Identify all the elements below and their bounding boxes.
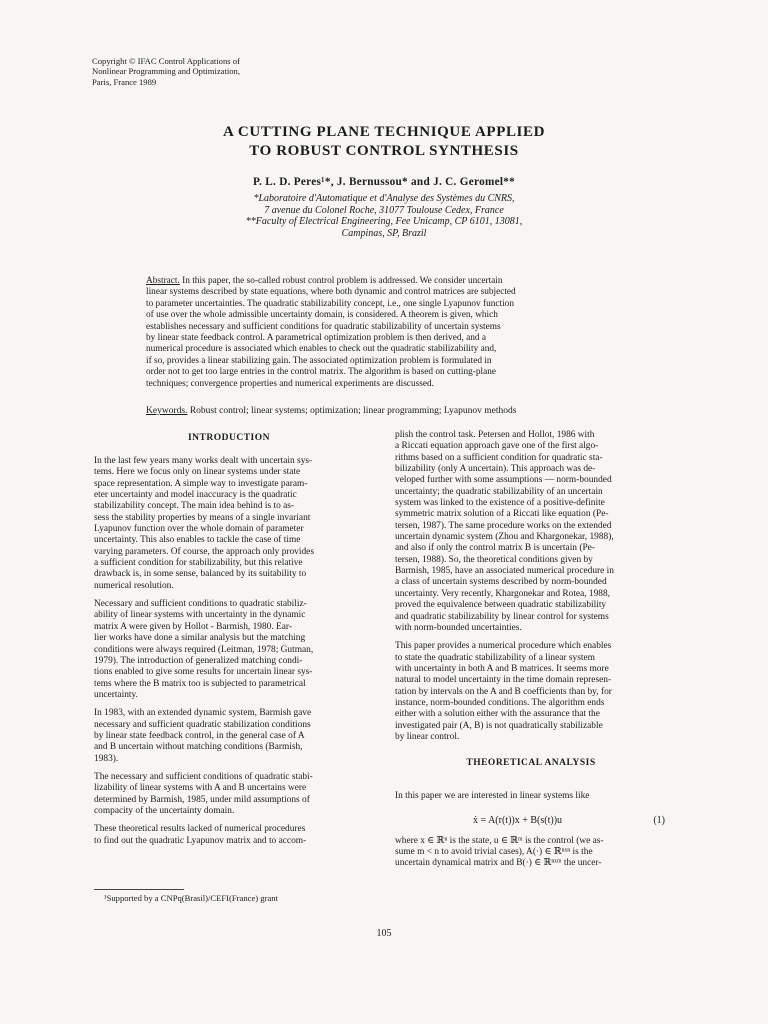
footnote: ¹Supported by a CNPq(Brasil)/CEFI(France) grant xyxy=(104,893,278,903)
text-line: The necessary and sufficient conditions of quadratic stabi- xyxy=(94,771,313,782)
text-line: tems. Here we focus only on linear systems under state xyxy=(94,467,301,478)
paragraph xyxy=(94,599,364,701)
text-line: uncertainty. Very recently, Khargonekar and Rotea, 1988, xyxy=(395,588,611,599)
abstract xyxy=(146,276,630,390)
text-line: necessary and sufficient quadratic stabilization conditions xyxy=(94,719,311,730)
text-line: uncertainty. This also enables to tackle the case of time xyxy=(94,535,301,546)
text-line: rithms based on a sufficient condition for quadratic sta- xyxy=(395,452,603,463)
text-line: a Riccati equation approach gave one of the first algo- xyxy=(395,441,599,452)
abstract-line: by linear state feedback control. A parametrical optimization problem is then derived, and a xyxy=(146,333,486,344)
affiliations xyxy=(0,193,768,239)
text-line: ability of linear systems with uncertainty in the dynamic xyxy=(94,610,306,621)
text-line: uncertainty. xyxy=(94,689,138,700)
keywords-label: Keywords. xyxy=(146,406,188,416)
paragraph xyxy=(395,430,667,634)
text-line: lier works have done a similar analysis but the matching xyxy=(94,633,306,644)
text-line: In 1983, with an extended dynamic system, Barmish gave xyxy=(94,708,312,719)
text-line: drawback is, in some sense, balanced by its suitability to xyxy=(94,569,307,580)
right-column-paragraphs xyxy=(395,430,667,743)
text-line: system was linked to the existence of a positive-definite xyxy=(395,498,605,509)
abstract-line: order not to get too large entries in the control matrix. The algorithm is based on cutting-plane xyxy=(146,367,497,378)
equation-body: ẋ = A(r(t))x + B(s(t))u xyxy=(473,814,563,826)
equation-1 xyxy=(395,810,667,832)
text-line: uncertain dynamical matrix and B(·) ∈ ℝⁿˣᵐ the uncer- xyxy=(395,858,602,869)
page-number: 105 xyxy=(376,928,392,939)
text-line: tions enabled to give some results for uncertain linear sys- xyxy=(94,667,313,678)
affiliation-line: *Laboratoire d'Automatique et d'Analyse des Systèmes du CNRS, xyxy=(253,193,515,204)
left-column-paragraphs xyxy=(94,456,364,847)
equation-number: (1) xyxy=(653,814,665,826)
authors: P. L. D. Peres¹*, J. Bernussou* and J. C. Geromel** xyxy=(252,176,516,188)
text-line: These theoretical results lacked of numerical procedures xyxy=(94,824,306,835)
right-column-paragraphs-after xyxy=(395,836,667,870)
text-line: 1983). xyxy=(94,753,119,764)
paragraph xyxy=(94,456,364,592)
text-line: and B uncertain without matching conditions (Barmish, xyxy=(94,742,303,753)
text-line: veloped further with some assumptions — norm-bounded xyxy=(395,475,612,486)
right-column xyxy=(395,430,667,877)
abstract-line: linear systems described by state equations, where both dynamic and control matrices are subjected xyxy=(146,287,516,298)
text-line: tation by intervals on the A and B coefficients than by, for xyxy=(395,686,612,697)
affiliation-line: Campinas, SP, Brazil xyxy=(341,227,427,239)
copyright-line: Nonlinear Programming and Optimization, xyxy=(92,66,240,77)
text-line: conditions were always required (Leitman, 1978; Gutman, xyxy=(94,644,314,655)
abstract-line: techniques; convergence properties and numerical experiments are discussed. xyxy=(146,378,434,389)
abstract-line-0 xyxy=(146,276,630,287)
text-line: tersen, 1987). The same procedure works on the extended xyxy=(395,520,612,531)
keywords-text: Robust control; linear systems; optimization; linear programming; Lyapunov methods xyxy=(187,406,517,416)
left-column xyxy=(94,430,364,854)
text-line: Barmish, 1985, have an associated numerical procedure in xyxy=(395,566,614,577)
abstract-label: Abstract. xyxy=(146,276,180,286)
paragraph xyxy=(94,772,364,817)
text-line: tems where the B matrix too is subjected to parametrical xyxy=(94,678,306,689)
copyright-notice xyxy=(92,56,352,87)
text-line: compacity of the uncertainty domain. xyxy=(94,805,235,816)
paragraph xyxy=(395,641,667,743)
keywords xyxy=(146,406,646,416)
text-line: to state the quadratic stabilizability of a linear system xyxy=(395,652,595,663)
text-line: In this paper we are interested in linear systems like xyxy=(395,791,590,802)
text-line: 1979). The introduction of generalized matching condi- xyxy=(94,655,303,666)
text-line: by linear control. xyxy=(395,731,460,742)
section-heading-theoretical-analysis: THEORETICAL ANALYSIS xyxy=(466,758,596,769)
text-line: where x ∈ ℝⁿ is the state, u ∈ ℝᵐ is the control (we as- xyxy=(395,835,604,846)
text-line: and also if only the control matrix B is uncertain (Pe- xyxy=(395,543,595,554)
text-line: In the last few years many works dealt with uncertain sys- xyxy=(94,456,313,466)
text-line: Necessary and sufficient conditions to quadratic stabiliz- xyxy=(94,599,307,610)
copyright-line: Copyright © IFAC Control Applications of xyxy=(92,56,240,66)
text-line: lizability of linear systems with A and B uncertains were xyxy=(94,783,307,794)
text-line: to find out the quadratic Lyapunov matrix and to accom- xyxy=(94,835,307,846)
text-line: stabilizability concept. The main idea behind is to as- xyxy=(94,501,295,512)
text-line: sume m < n to avoid trivial cases), A(·) ∈ ℝⁿˣⁿ is the xyxy=(395,846,593,857)
text-line: instance, norm-bounded conditions. The algorithm ends xyxy=(395,697,605,708)
text-line: matrix A were given by Hollot - Barmish, 1980. Ear- xyxy=(94,621,292,632)
text-line: determined by Barmish, 1985, under mild assumptions of xyxy=(94,794,310,805)
text-line: with uncertainty in both A and B matrices. It seems more xyxy=(395,663,609,674)
copyright-line: Paris, France 1989 xyxy=(92,76,157,87)
text-line: uncertain dynamic system (Zhou and Khargonekar, 1988), xyxy=(395,532,614,543)
text-line: bilizability (only A uncertain). This approach was de- xyxy=(395,464,596,475)
affiliation-line: 7 avenue du Colonel Roche, 31077 Toulouse Cedex, France xyxy=(264,204,504,216)
text-line: numerical resolution. xyxy=(94,580,174,591)
abstract-line: to parameter uncertainties. The quadratic stabilizability concept, i.e., one single Lyapunov function xyxy=(146,298,514,309)
text-line: by linear state feedback control, in the general case of A xyxy=(94,730,305,741)
text-line: varying parameters. Of course, the approach only provides xyxy=(94,546,314,557)
paragraph xyxy=(395,836,667,870)
section-heading-introduction: INTRODUCTION xyxy=(187,433,270,443)
affiliation-line: **Faculty of Electrical Engineering, Fee Unicamp, CP 6101, 13081, xyxy=(245,216,523,228)
paragraph xyxy=(94,824,364,847)
paragraph xyxy=(395,791,667,802)
text-line: proved the equivalence between quadratic stabilizability xyxy=(395,600,607,611)
text-line: a class of uncertain systems described by norm-bounded xyxy=(395,577,607,588)
abstract-text: In this paper, the so-called robust control problem is addressed. We consider uncertain xyxy=(179,276,503,286)
text-line: space representation. A simple way to investigate param- xyxy=(94,478,308,489)
abstract-line: numerical procedure is associated which enables to check out the quadratic stabilizability and, xyxy=(146,344,497,355)
paragraph xyxy=(94,708,364,765)
text-line: This paper provides a numerical procedure which enables xyxy=(395,641,612,652)
text-line: investigated pair (A, B) is not quadratically stabilizable xyxy=(395,720,603,731)
abstract-line: of use over the whole admissible uncertainty domain, is considered. A theorem is given, which xyxy=(146,310,498,321)
text-line: uncertainty; the quadratic stabilizability of an uncertain xyxy=(395,486,603,497)
text-line: plish the control task. Petersen and Hollot, 1986 with xyxy=(395,430,595,440)
text-line: sess the stability properties by means of a single invariant xyxy=(94,512,311,523)
text-line: with norm-bounded uncertainties. xyxy=(395,622,522,633)
paper-title-line-1: A CUTTING PLANE TECHNIQUE APPLIED xyxy=(222,124,546,140)
footnote-rule xyxy=(94,889,184,890)
text-line: symmetric matrix solution of a Riccati like equation (Pe- xyxy=(395,509,609,520)
text-line: eter uncertainty and model inaccuracy is the quadratic xyxy=(94,490,297,501)
text-line: tersen, 1988). So, the theoretical conditions given by xyxy=(395,554,593,565)
text-line: either with a solution either with the assurance that the xyxy=(395,709,600,720)
abstract-line: establishes necessary and sufficient conditions for quadratic stabilizability of uncertain systems xyxy=(146,321,501,332)
text-line: Lyapunov function over the whole domain of parameter xyxy=(94,524,304,535)
text-line: and quadratic stabilizability by linear control for systems xyxy=(395,611,609,622)
paper-title-line-2: TO ROBUST CONTROL SYNTHESIS xyxy=(249,143,519,159)
abstract-line: if so, provides a linear stabilizing gain. The associated optimization problem is formulated in xyxy=(146,355,492,366)
text-line: natural to model uncertainty in the time domain represen- xyxy=(395,675,612,686)
text-line: a sufficient condition for stabilizability, but this relative xyxy=(94,558,303,569)
